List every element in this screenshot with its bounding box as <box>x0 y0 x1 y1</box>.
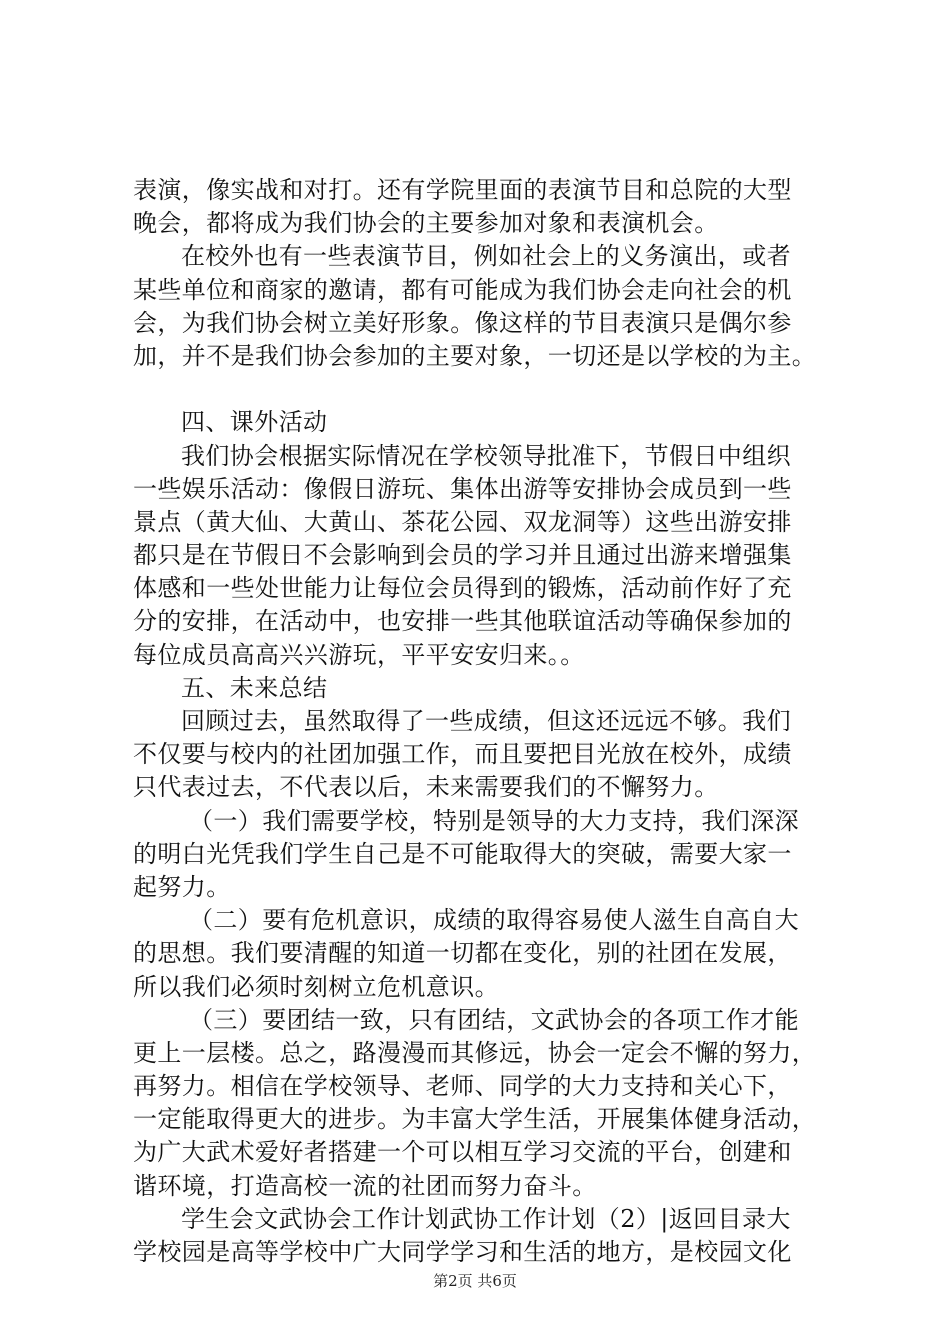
text-line: 一些娱乐活动：像假日游玩、集体出游等安排协会成员到一些 <box>133 474 792 503</box>
text-line: 每位成员高高兴兴游玩，平平安安归来。。 <box>133 640 585 669</box>
text-line: 在校外也有一些表演节目，例如社会上的义务演出，或者 <box>181 242 791 271</box>
document-body <box>133 174 833 1269</box>
text-line: 会，为我们协会树立美好形象。像这样的节目表演只是偶尔参 <box>133 308 792 337</box>
text-line: 都只是在节假日不会影响到会员的学习并且通过出游来增强集 <box>133 541 792 570</box>
text-line: 晚会，都将成为我们协会的主要参加对象和表演机会。 <box>133 209 719 238</box>
text-line: 起努力。 <box>133 872 231 901</box>
text-line: 分的安排，在活动中，也安排一些其他联谊活动等确保参加的 <box>133 607 792 636</box>
text-line: 体感和一些处世能力让每位会员得到的锻炼，活动前作好了充 <box>133 574 792 603</box>
text-line: 某些单位和商家的邀请，都有可能成为我们协会走向社会的机 <box>133 275 792 304</box>
text-line: 我们协会根据实际情况在学校领导批准下，节假日中组织 <box>181 441 791 470</box>
page-number-footer: 第2页 共6页 <box>433 1272 517 1290</box>
text-line: （一）我们需要学校，特别是领导的大力支持，我们深深 <box>189 806 799 835</box>
section-heading: 五、未来总结 <box>181 673 328 702</box>
text-line: （二）要有危机意识，成绩的取得容易使人滋生自高自大 <box>189 906 799 935</box>
text-line: 表演，像实战和对打。还有学院里面的表演节目和总院的大型 <box>133 176 792 204</box>
text-line: 的明白光凭我们学生自己是不可能取得大的突破，需要大家一 <box>133 839 792 868</box>
text-line: 为广大武术爱好者搭建一个可以相互学习交流的平台，创建和 <box>133 1138 792 1167</box>
section-heading: 四、课外活动 <box>181 408 328 437</box>
text-line: 一定能取得更大的进步。为丰富大学生活，开展集体健身活动， <box>133 1105 817 1134</box>
text-line: 的思想。我们要清醒的知道一切都在变化，别的社团在发展， <box>133 939 792 968</box>
paragraph-gap <box>133 373 833 406</box>
text-line: 加，并不是我们协会参加的主要对象，一切还是以学校的为主。 <box>133 341 817 370</box>
text-line: 所以我们必须时刻树立危机意识。 <box>133 972 499 1001</box>
text-line: 不仅要与校内的社团加强工作，而且要把目光放在校外，成绩 <box>133 740 792 769</box>
text-line: 景点（黄大仙、大黄山、茶花公园、双龙洞等）这些出游安排 <box>133 507 792 536</box>
text-line: （三）要团结一致，只有团结，文武协会的各项工作才能 <box>189 1005 799 1034</box>
text-line: 回顾过去，虽然取得了一些成绩，但这还远远不够。我们 <box>181 707 791 735</box>
text-line: 谐环境，打造高校一流的社团而努力奋斗。 <box>133 1171 597 1200</box>
text-line: 再努力。相信在学校领导、老师、同学的大力支持和关心下， <box>133 1072 792 1101</box>
text-line: 学校园是高等学校中广大同学学习和生活的地方，是校园文化 <box>133 1238 792 1266</box>
text-line: 只代表过去，不代表以后，未来需要我们的不懈努力。 <box>133 773 719 802</box>
text-line: 学生会文武协会工作计划武协工作计划（2）|返回目录大 <box>181 1204 791 1233</box>
text-line: 更上一层楼。总之，路漫漫而其修远，协会一定会不懈的努力， <box>133 1038 817 1067</box>
